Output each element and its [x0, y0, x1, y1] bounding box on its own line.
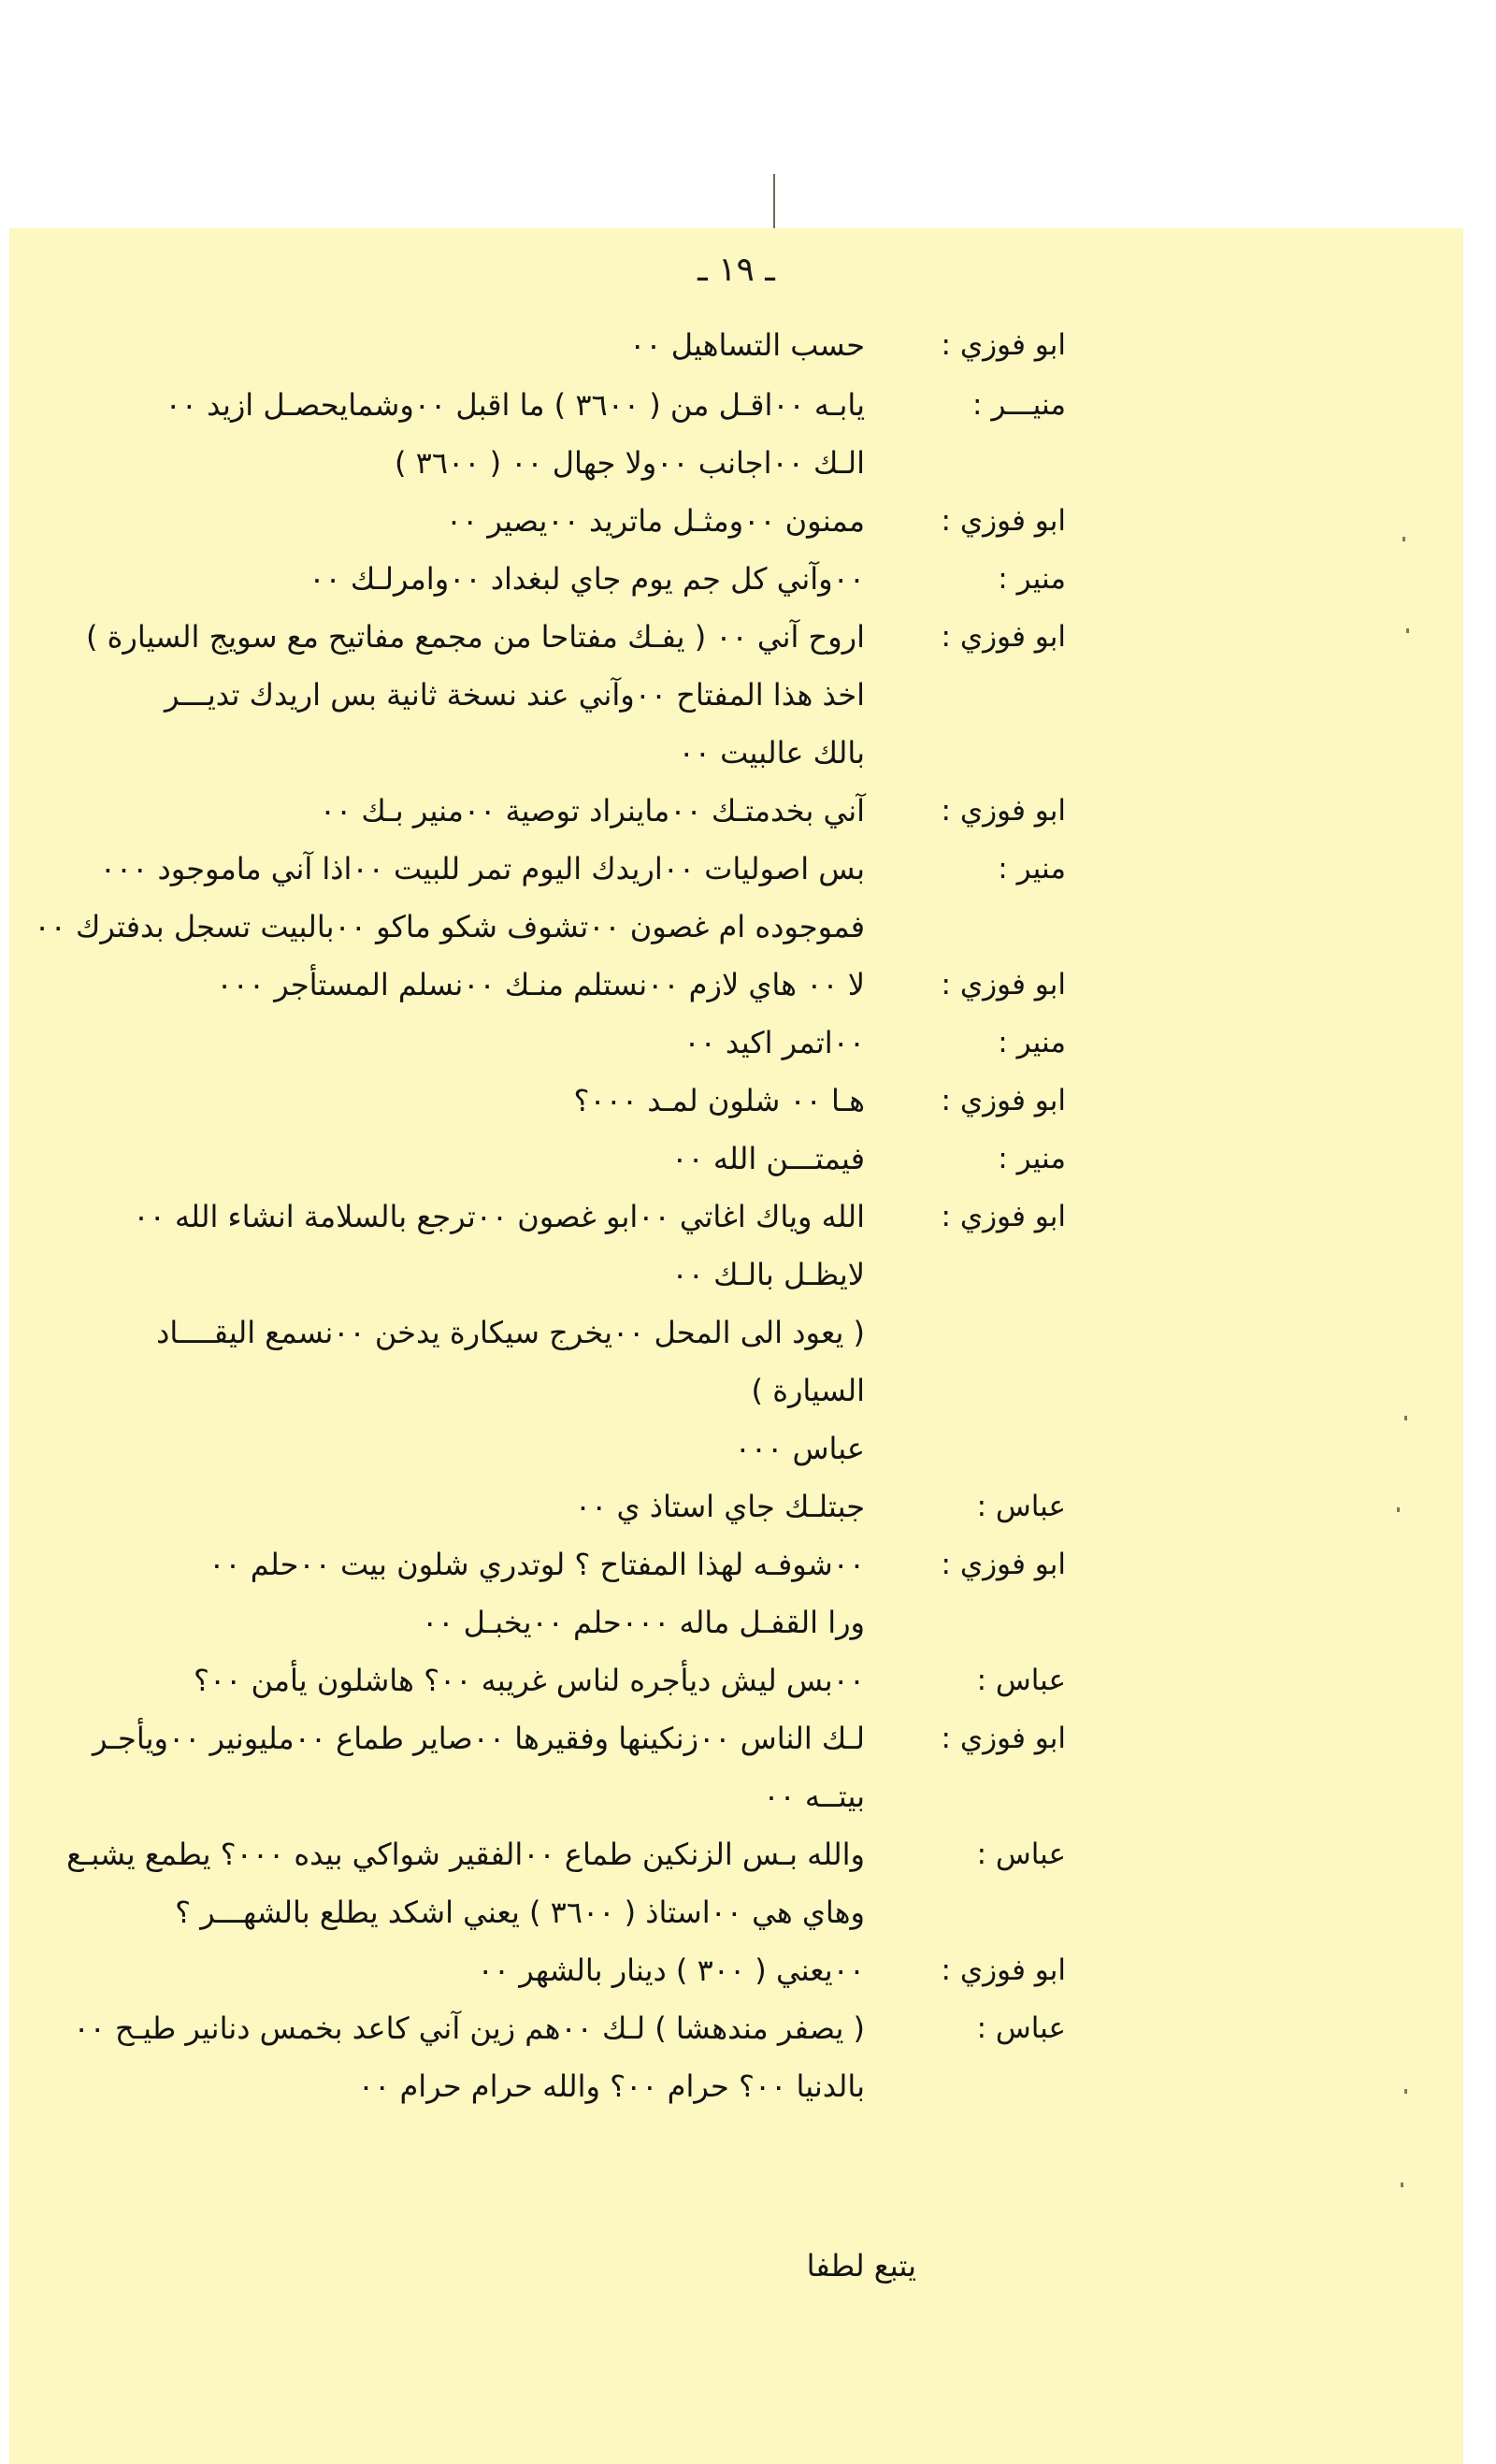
- scan-speck: [1402, 537, 1405, 541]
- speech-text: [70, 550, 865, 608]
- speech-line: بالك عالبيت ٠٠: [678, 735, 865, 771]
- speech-line: عباس ٠٠٠: [734, 1431, 865, 1466]
- speaker-name: ابو فوزي :: [941, 1084, 1066, 1117]
- speech-text: [70, 1477, 865, 1535]
- speaker-name: ابو فوزي :: [941, 1953, 1066, 1987]
- scan-speck: [1401, 2183, 1403, 2187]
- script-page: [9, 228, 1463, 2464]
- speaker-name: عباس :: [976, 1664, 1066, 1697]
- speech-line: حسب التساهيل ٠٠: [629, 327, 865, 363]
- stage-direction: ( يعود الى المحل ٠٠يخرج سيكارة يدخن ٠٠نسمع اليقــــاد: [156, 1315, 865, 1350]
- speech-line: لايظـل بالـك ٠٠: [671, 1257, 865, 1292]
- speaker-name: ابو فوزي :: [941, 504, 1066, 538]
- speech-line: جبتلـك جاي استاذ ي ٠٠: [574, 1489, 865, 1524]
- speech-text: [70, 1130, 865, 1188]
- speech-line: ورا القفـل ماله ٠٠٠حلم ٠٠يخبـل ٠٠: [422, 1605, 865, 1640]
- speech-text: [70, 1651, 865, 1709]
- speech-text: [70, 1535, 865, 1651]
- speech-line: آني بخدمتـك ٠٠ماينراد توصية ٠٠منير بـك ٠٠: [319, 793, 865, 829]
- speech-line: بيتــه ٠٠: [763, 1779, 865, 1814]
- speech-text: [70, 782, 865, 840]
- speech-text: [70, 316, 865, 374]
- speech-text: [70, 492, 865, 550]
- speech-text: [66, 1825, 865, 1941]
- speech-line: هـا ٠٠ شلون لمـد ٠٠٠؟: [573, 1083, 865, 1118]
- speech-line: والله بـس الزنكين طماع ٠٠الفقير شواكي بيده ٠٠٠؟ يطمع يشبـع: [66, 1837, 865, 1872]
- speech-text: [70, 1941, 865, 1999]
- scan-speck: [1406, 628, 1409, 633]
- speech-line: بس اصوليات ٠٠اريدك اليوم تمر للبيت ٠٠اذا آني ماموجود ٠٠٠: [99, 851, 865, 886]
- speech-text: [70, 1072, 865, 1130]
- speaker-name: ابو فوزي :: [941, 1722, 1066, 1755]
- scan-speck: [1404, 1416, 1407, 1420]
- speech-text: [70, 1709, 865, 1825]
- speaker-name: ابو فوزي :: [941, 968, 1066, 1001]
- speaker-name: ابو فوزي :: [941, 1200, 1066, 1233]
- speaker-name: ابو فوزي :: [941, 328, 1066, 362]
- speech-line: وهاي هي ٠٠استاذ ( ٣٦٠٠ ) يعني اشكد يطلع بالشهـــر ؟: [175, 1895, 865, 1930]
- speech-text: [70, 1188, 865, 1477]
- continued-note: يتبع لطفا: [806, 2248, 916, 2284]
- speech-line: اخذ هذا المفتاح ٠٠وآني عند نسخة ثانية بس اريدك تديـــر: [165, 677, 865, 713]
- speaker-name: عباس :: [976, 2011, 1066, 2045]
- speaker-name: منير :: [998, 1142, 1066, 1175]
- speech-line: الـك ٠٠اجانب ٠٠ولا جهال ٠٠ ( ٣٦٠٠ ): [394, 445, 865, 481]
- speech-text: [70, 608, 865, 782]
- speech-line: لـك الناس ٠٠زنكينها وفقيرها ٠٠صاير طماع ٠٠مليونير ٠٠ويأجـر: [93, 1721, 865, 1756]
- speech-line: فموجوده ام غصون ٠٠تشوف شكو ماكو ٠٠بالبيت تسجل بدفترك ٠٠: [34, 909, 865, 944]
- speech-line: فيمتـــن الله ٠٠: [671, 1141, 865, 1176]
- speech-text: [34, 840, 865, 956]
- speech-text: [70, 1014, 865, 1072]
- speech-line: لا ٠٠ هاي لازم ٠٠نستلم منـك ٠٠نسلم المستأجر ٠٠٠: [216, 967, 865, 1002]
- speech-line: ٠٠وآني كل جم يوم جاي لبغداد ٠٠وامرلـك ٠٠: [309, 561, 865, 597]
- speaker-name: عباس :: [976, 1837, 1066, 1871]
- speaker-name: منير :: [998, 852, 1066, 886]
- speech-line: يابـه ٠٠اقـل من ( ٣٦٠٠ ) ما اقبل ٠٠وشمايحصـل ازيد ٠٠: [165, 387, 865, 423]
- fold-mark: [773, 174, 775, 234]
- speaker-name: منيـــر :: [972, 388, 1066, 422]
- speaker-name: عباس :: [976, 1490, 1066, 1523]
- speech-line: ٠٠اتمر اكيد ٠٠: [683, 1025, 865, 1060]
- speech-line: ممنون ٠٠ومثـل ماتريد ٠٠يصير ٠٠: [445, 503, 865, 539]
- speech-line: بالدنيا ٠٠؟ حرام ٠٠؟ والله حرام حرام ٠٠: [357, 2068, 865, 2104]
- speaker-name: ابو فوزي :: [941, 620, 1066, 654]
- speech-line: اروح آني ٠٠ ( يفـك مفتاحا من مجمع مفاتيح مع سويج السيارة ): [85, 619, 865, 655]
- speech-line: ٠٠شوفـه لهذا المفتاح ؟ لوتدري شلون بيت ٠٠حلم ٠٠: [209, 1547, 865, 1582]
- speech-line: ( يصفر مندهشا ) لـك ٠٠هم زين آني كاعد بخمس دنانير طيـح ٠٠: [73, 2010, 865, 2046]
- stage-direction: السيارة ): [751, 1373, 865, 1408]
- speech-line: الله وياك اغاتي ٠٠ابو غصون ٠٠ترجع بالسلامة انشاء الله ٠٠: [133, 1199, 865, 1234]
- scan-speck: [1397, 1507, 1400, 1512]
- speech-text: [70, 376, 865, 492]
- speech-text: [70, 956, 865, 1014]
- speech-line: ٠٠يعني ( ٣٠٠ ) دينار بالشهر ٠٠: [477, 1952, 865, 1988]
- speech-text: [70, 1999, 865, 2115]
- speaker-name: منير :: [998, 562, 1066, 596]
- speaker-name: ابو فوزي :: [941, 794, 1066, 828]
- speech-line: ٠٠بس ليش ديأجره لناس غريبه ٠٠؟ هاشلون يأمن ٠٠؟: [193, 1663, 865, 1698]
- scan-speck: [1404, 2089, 1407, 2094]
- speaker-name: منير :: [998, 1026, 1066, 1059]
- page-number: ـ ١٩ ـ: [698, 251, 775, 289]
- speaker-name: ابو فوزي :: [941, 1548, 1066, 1581]
